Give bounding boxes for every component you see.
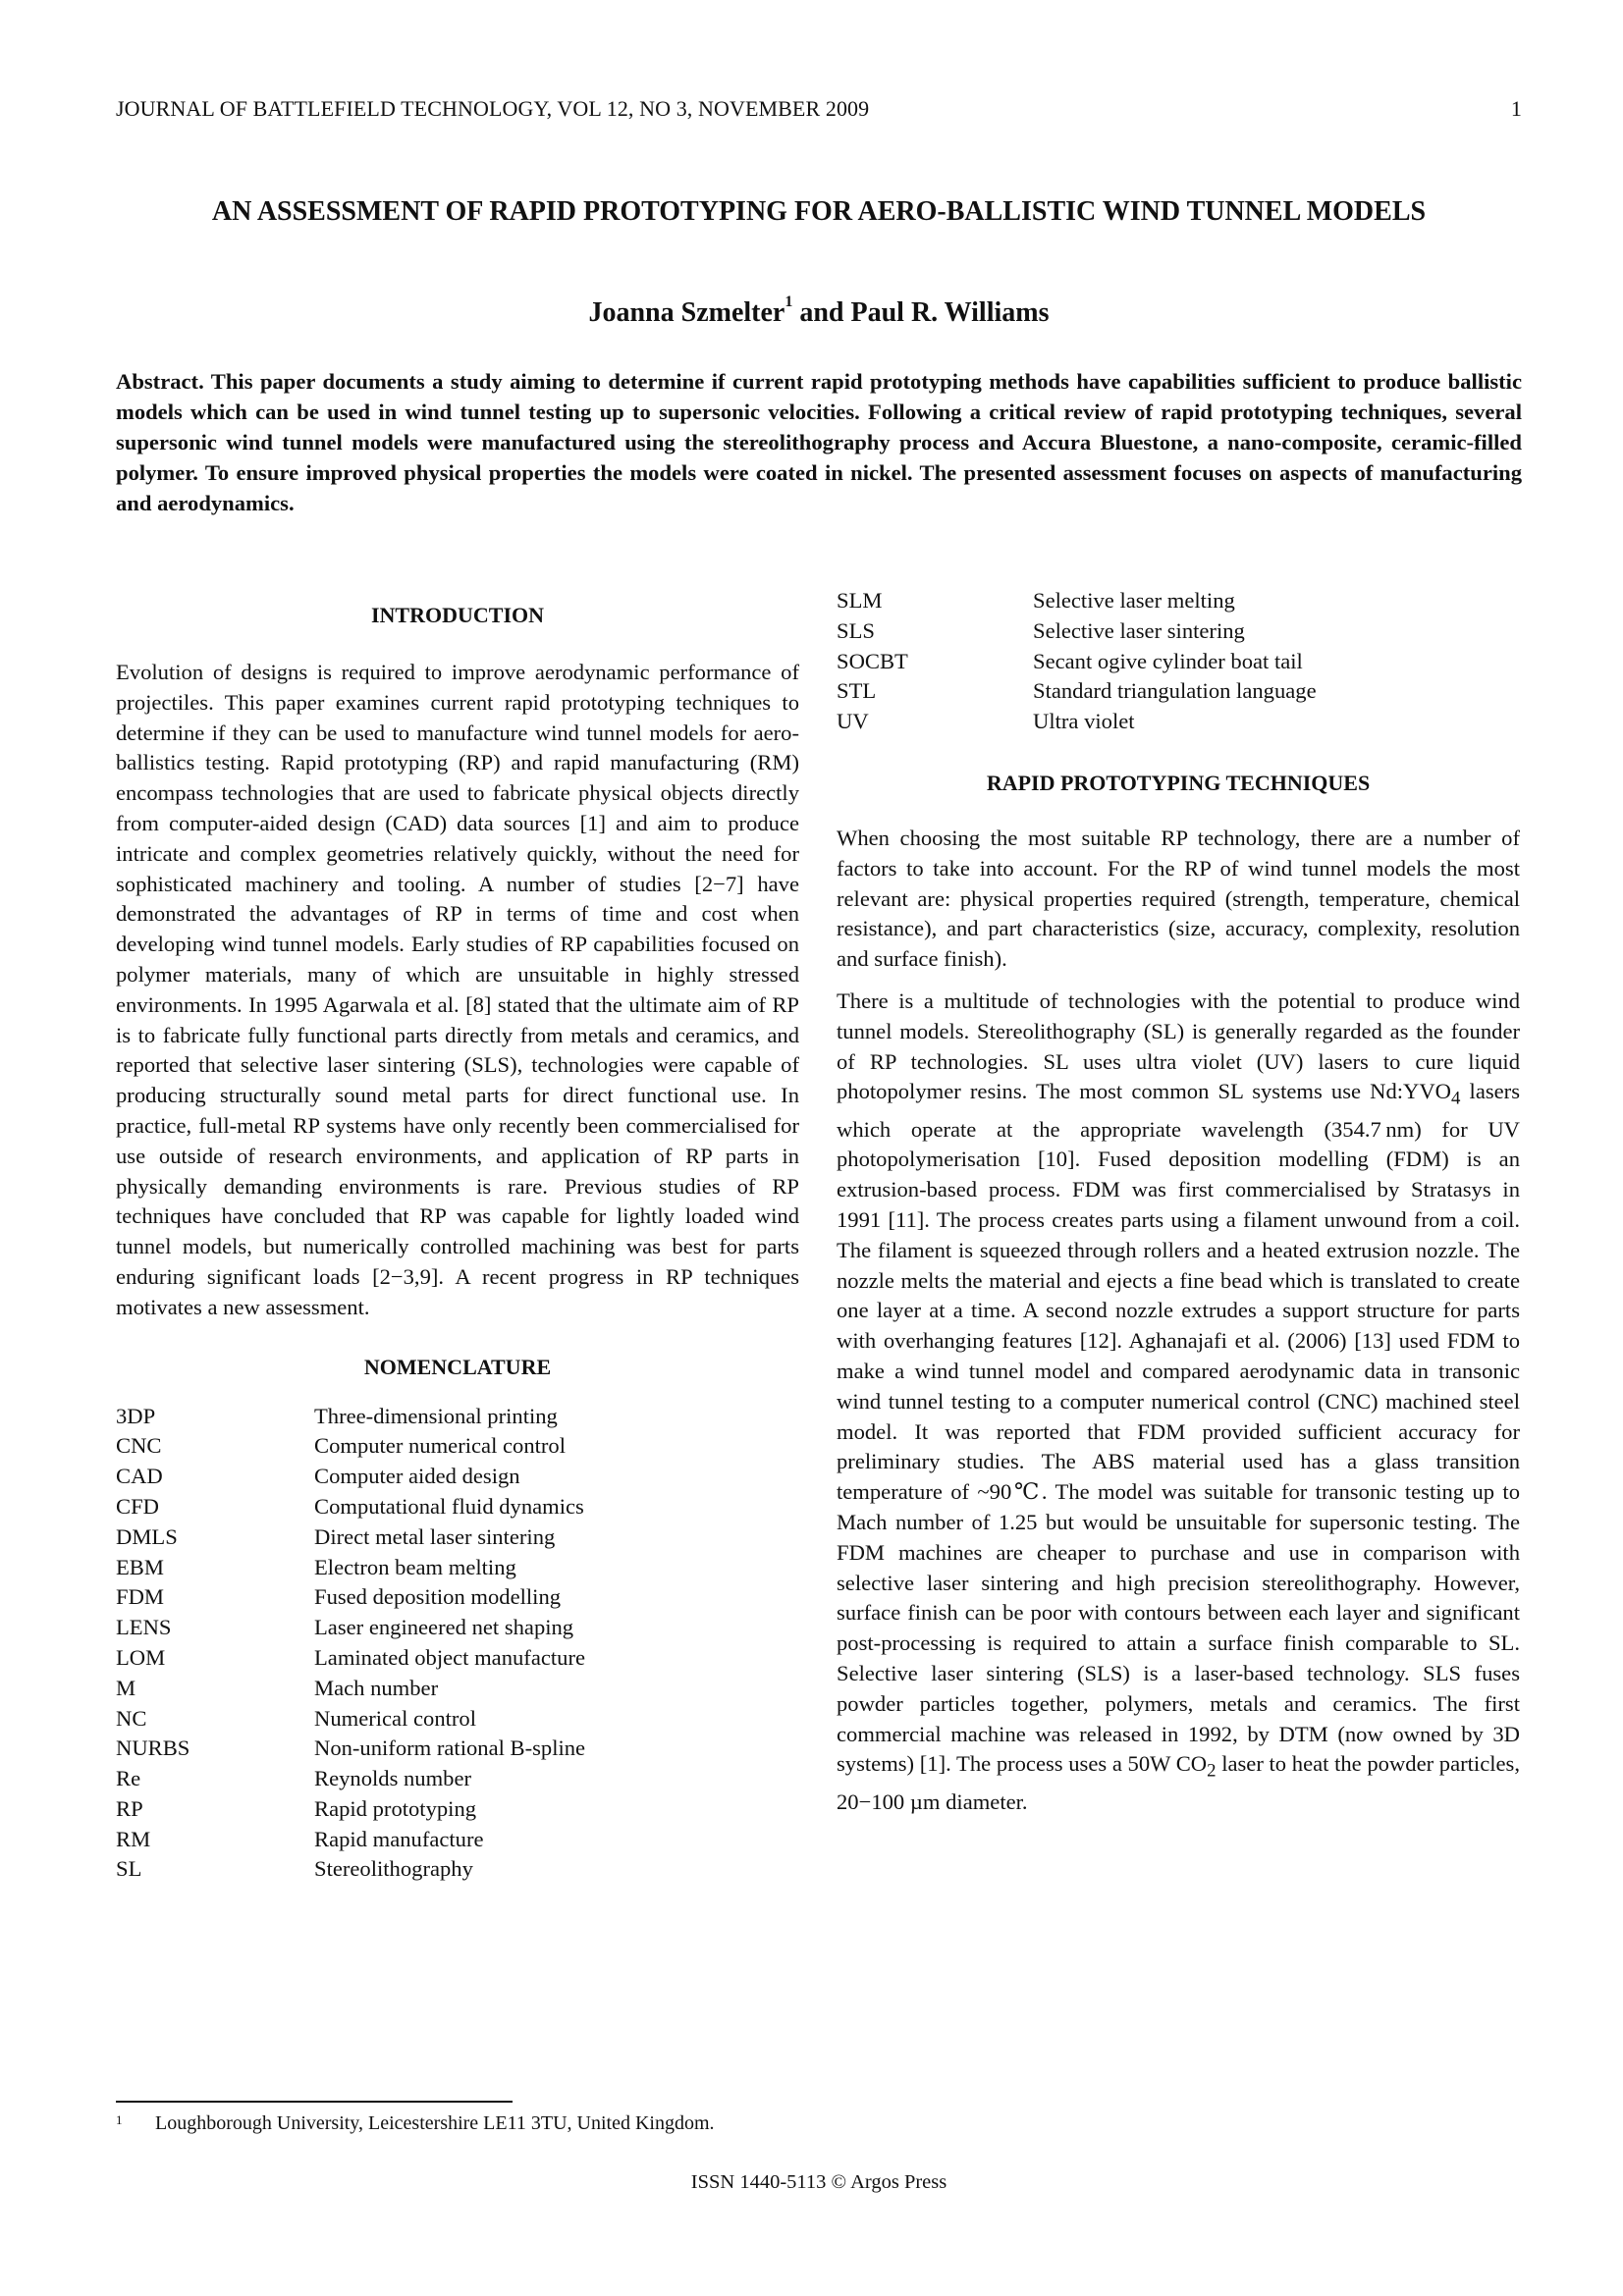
abbreviation: SLM [837, 588, 883, 613]
footnote-text: Loughborough University, Leicestershire LE11 3TU, United Kingdom. [155, 2112, 715, 2134]
footnote [116, 2112, 715, 2135]
definition: Secant ogive cylinder boat tail [1033, 648, 1303, 673]
abbreviation: SLS [837, 617, 875, 643]
abbreviation: UV [837, 709, 869, 734]
definition: Electron beam melting [314, 1554, 516, 1579]
introduction-paragraph: Evolution of designs is required to improve aerodynamic performance of projectiles. This paper examines current rapid prototyping techniques to determine if they can be used to manufacture wind tunnel models for aero-ballistics testing. Rapid prototyping (RP) and rapid manufacturing (RM) encompass technologies that are used to fabricate physical objects directly from computer-aided design (CAD) data sources [1] and aim to produce intricate and complex geometries relatively quickly, without the need for sophisticated machinery and tooling. A number of studies [2−7] have demonstrated the advantages of RP in terms of time and cost when developing wind tunnel models. Early studies of RP capabilities focused on polymer materials, many of which are unsuitable in highly stressed environments. In 1995 Agarwala et al. [8] stated that the ultimate aim of RP is to fabricate fully functional parts directly from metals and ceramics, and reported that selective laser sintering (SLS), technologies were capable of producing structurally sound metal parts for direct functional use. In practice, full-metal RP systems have only recently been commercialised for use outside of research environments, and application of RP parts in physically demanding environments is rare. Previous studies of RP techniques have concluded that RP was capable for lightly loaded wind tunnel models, but numerically controlled machining was best for parts enduring significant loads [2−3,9]. A recent progress in RP techniques motivates a new assessment. [116, 660, 799, 1319]
nomenclature-item [116, 1431, 799, 1462]
abbreviation: 3DP [116, 1403, 156, 1428]
nomenclature-item [837, 647, 1520, 677]
nomenclature-item [837, 616, 1520, 647]
definition: Laser engineered net shaping [314, 1615, 574, 1640]
definition: Non-uniform rational B-spline [314, 1735, 586, 1761]
definition: Standard triangulation language [1033, 678, 1317, 704]
nomenclature-item [837, 707, 1520, 737]
nomenclature-item [116, 1492, 799, 1522]
definition: Rapid manufacture [314, 1826, 484, 1851]
nomenclature-item [116, 1764, 799, 1794]
definition: Computational fluid dynamics [314, 1493, 584, 1519]
page-number: 1 [1510, 96, 1522, 121]
definition: Selective laser melting [1033, 588, 1235, 613]
running-header [116, 96, 1522, 122]
issn-footer: ISSN 1440-5113 © Argos Press [690, 2171, 947, 2193]
text-run: lasers which operate at the appropriate wavelength (354.7 nm) for UV photopolymerisation [10]. Fused deposition modelling (FDM) is an extrusion-based process. FDM was first commercialised by Stratasys in 1991 [11]. The process creates parts using a filament unwound from a coil. The filament is squeezed through rollers and a heated extrusion nozzle. The nozzle melts the material and ejects a fine bead which is translated to create one layer at a time. A second nozzle extrudes a support structure for parts with overhanging features [12]. Aghanajafi et al. (2006) [13] used FDM to make a wind tunnel model and compared aerodynamic data in transonic wind tunnel testing to a computer numerical control (CNC) machined steel model. It was reported that FDM provided sufficient accuracy for preliminary studies. The ABS material used has a glass transition temperature of ~90℃. The model was suitable for transonic testing up to Mach number of 1.25 but would be unsuitable for supersonic testing. The FDM machines are cheaper to purchase and use in comparison with selective laser sintering and high precision stereolithography. However, surface finish can be poor with contours between each layer and significant post-processing is required to attain a surface finish comparable to SL. Selective laser sintering (SLS) is a laser-based technology. SLS fuses powder particles together, polymers, metals and ceramics. The first commercial machine was released in 1992, by DTM (now owned by 3D systems) [1]. The process uses a 50W CO [837, 1079, 1521, 1777]
footnote-divider [116, 2101, 513, 2103]
abbreviation: STL [837, 678, 877, 704]
right-column [837, 586, 1520, 1818]
nomenclature-list-left [116, 1402, 799, 1886]
abbreviation: CFD [116, 1493, 159, 1519]
abbreviation: CAD [116, 1464, 163, 1489]
nomenclature-item [116, 1854, 799, 1885]
definition: Computer numerical control [314, 1433, 566, 1459]
nomenclature-item [116, 1734, 799, 1764]
definition: Mach number [314, 1675, 439, 1700]
nomenclature-item [116, 1794, 799, 1825]
definition: Numerical control [314, 1705, 476, 1731]
nomenclature-item [116, 1553, 799, 1583]
abbreviation: NC [116, 1705, 147, 1731]
nomenclature-item [116, 1674, 799, 1704]
definition: Fused deposition modelling [314, 1584, 562, 1610]
abbreviation: LOM [116, 1644, 166, 1670]
nomenclature-item [116, 1522, 799, 1553]
nomenclature-item [116, 1613, 799, 1643]
section-heading-rapid-prototyping: RAPID PROTOTYPING TECHNIQUES [986, 770, 1371, 795]
definition: Three-dimensional printing [314, 1403, 558, 1428]
nomenclature-item [116, 1402, 799, 1432]
nomenclature-item [116, 1462, 799, 1492]
rp-paragraph-1: When choosing the most suitable RP technology, there are a number of factors to take into account. For the RP of wind tunnel models the most relevant are: physical properties required (strength, temperature, chemical resistance), and part characteristics (size, accuracy, complexity, resolution and surface finish). [837, 825, 1520, 972]
nomenclature-item [837, 676, 1520, 707]
definition: Laminated object manufacture [314, 1644, 586, 1670]
nomenclature-item [116, 1704, 799, 1735]
journal-citation: JOURNAL OF BATTLEFIELD TECHNOLOGY, VOL 12, NO 3, NOVEMBER 2009 [116, 96, 870, 121]
abbreviation: RM [116, 1826, 151, 1851]
rp-paragraph-2 [837, 987, 1520, 1818]
abbreviation: CNC [116, 1433, 162, 1459]
section-heading-introduction: INTRODUCTION [370, 603, 545, 627]
author-name: and Paul R. Williams [792, 297, 1050, 328]
definition: Reynolds number [314, 1766, 472, 1791]
definition: Stereolithography [314, 1856, 473, 1882]
definition: Selective laser sintering [1033, 617, 1245, 643]
abbreviation: DMLS [116, 1523, 178, 1549]
footnote-mark: 1 [116, 2112, 123, 2127]
nomenclature-item [116, 1582, 799, 1613]
author-line [116, 294, 1522, 329]
nomenclature-item [116, 1643, 799, 1674]
abbreviation: LENS [116, 1615, 172, 1640]
text-run: laser to heat the powder particles, 20−100 µm diameter. [837, 1751, 1520, 1814]
abbreviation: FDM [116, 1584, 164, 1610]
nomenclature-item [837, 586, 1520, 616]
subscript: 2 [1207, 1760, 1217, 1782]
author-name: Joanna Szmelter [588, 297, 785, 328]
abbreviation: Re [116, 1766, 141, 1791]
definition: Rapid prototyping [314, 1795, 477, 1821]
subscript: 4 [1451, 1088, 1461, 1109]
abbreviation: SOCBT [837, 648, 908, 673]
abbreviation: RP [116, 1795, 143, 1821]
abbreviation: NURBS [116, 1735, 190, 1761]
abbreviation: EBM [116, 1554, 164, 1579]
text-run: There is a multitude of technologies with the potential to produce wind tunnel models. Stereolithography (SL) is generally regarded as the founder of RP technologies. SL uses ultra violet (UV) lasers to cure liquid photopolymer resins. The most common SL systems use Nd:YVO [837, 988, 1520, 1104]
definition: Direct metal laser sintering [314, 1523, 556, 1549]
nomenclature-item [116, 1825, 799, 1855]
footnote-mark: 1 [784, 294, 793, 310]
nomenclature-list-right [837, 586, 1520, 737]
abstract: Abstract. This paper documents a study aiming to determine if current rapid prototyping methods have capabilities sufficient to produce ballistic models which can be used in wind tunnel testing up to supersonic velocities. Following a critical review of rapid prototyping techniques, several supersonic wind tunnel models were manufactured using the stereolithography process and Accura Bluestone, a nano-composite, ceramic-filled polymer. To ensure improved physical properties the models were coated in nickel. The presented assessment focuses on aspects of manufacturing and aerodynamics. [116, 369, 1522, 515]
section-heading-nomenclature: NOMENCLATURE [363, 1354, 552, 1379]
definition: Computer aided design [314, 1464, 520, 1489]
left-column [116, 589, 799, 1885]
paper-title: AN ASSESSMENT OF RAPID PROTOTYPING FOR AERO-BALLISTIC WIND TUNNEL MODELS [211, 196, 1427, 227]
abbreviation: M [116, 1675, 136, 1700]
abbreviation: SL [116, 1856, 142, 1882]
definition: Ultra violet [1033, 709, 1135, 734]
